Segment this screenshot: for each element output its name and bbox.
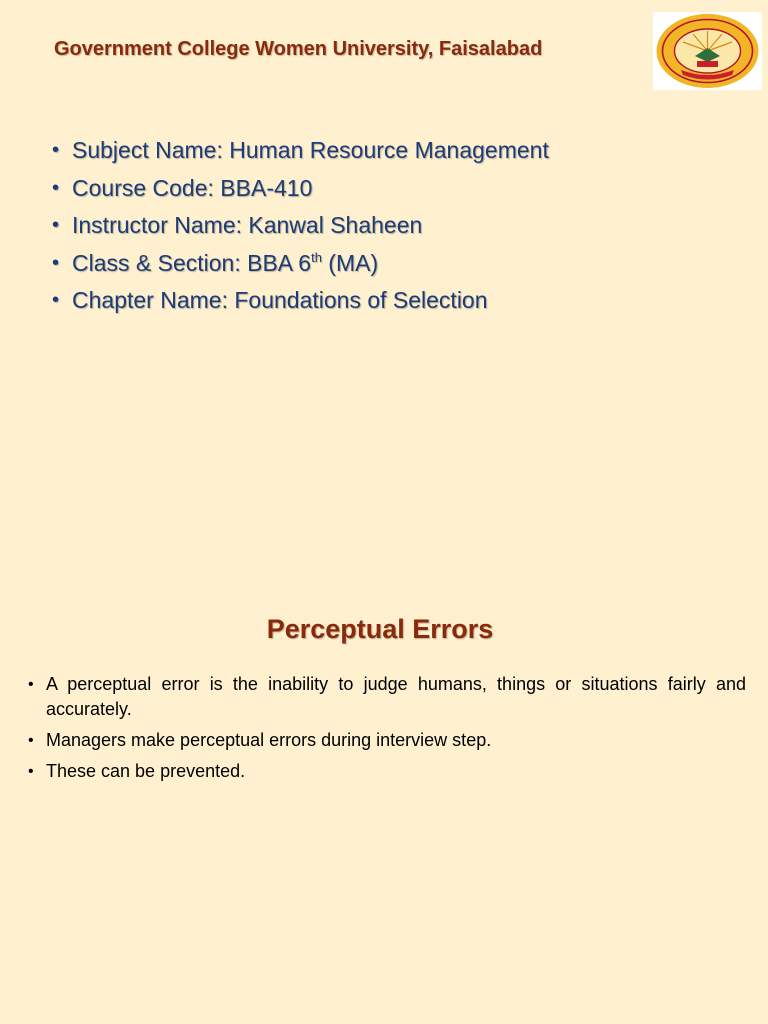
class-section-suffix: (MA): [321, 249, 379, 276]
info-class-section: [52, 245, 549, 283]
bullet-item: • A perceptual error is the inability to judge humans, things or situations fairly and accurately.: [28, 672, 746, 722]
section-title: Perceptual Errors: [266, 614, 494, 644]
university-seal-icon: [653, 12, 762, 90]
bullet-list: [28, 672, 746, 790]
course-info-list: [52, 132, 549, 320]
class-section-superscript: th: [311, 249, 322, 265]
info-subject: • Subject Name: Human Resource Management: [52, 132, 549, 170]
class-section-prefix: Class & Section: BBA 6: [72, 249, 312, 276]
bullet-item: • Managers make perceptual errors during interview step.: [28, 728, 746, 753]
slide-2: [0, 576, 768, 1024]
info-instructor: • Instructor Name: Kanwal Shaheen: [52, 207, 549, 245]
info-course-code: • Course Code: BBA-410: [52, 170, 549, 208]
university-logo: [653, 12, 762, 90]
info-chapter: • Chapter Name: Foundations of Selection: [52, 282, 549, 320]
bullet-item: • These can be prevented.: [28, 759, 746, 784]
university-title: Government College Women University, Faisalabad: [54, 38, 543, 60]
